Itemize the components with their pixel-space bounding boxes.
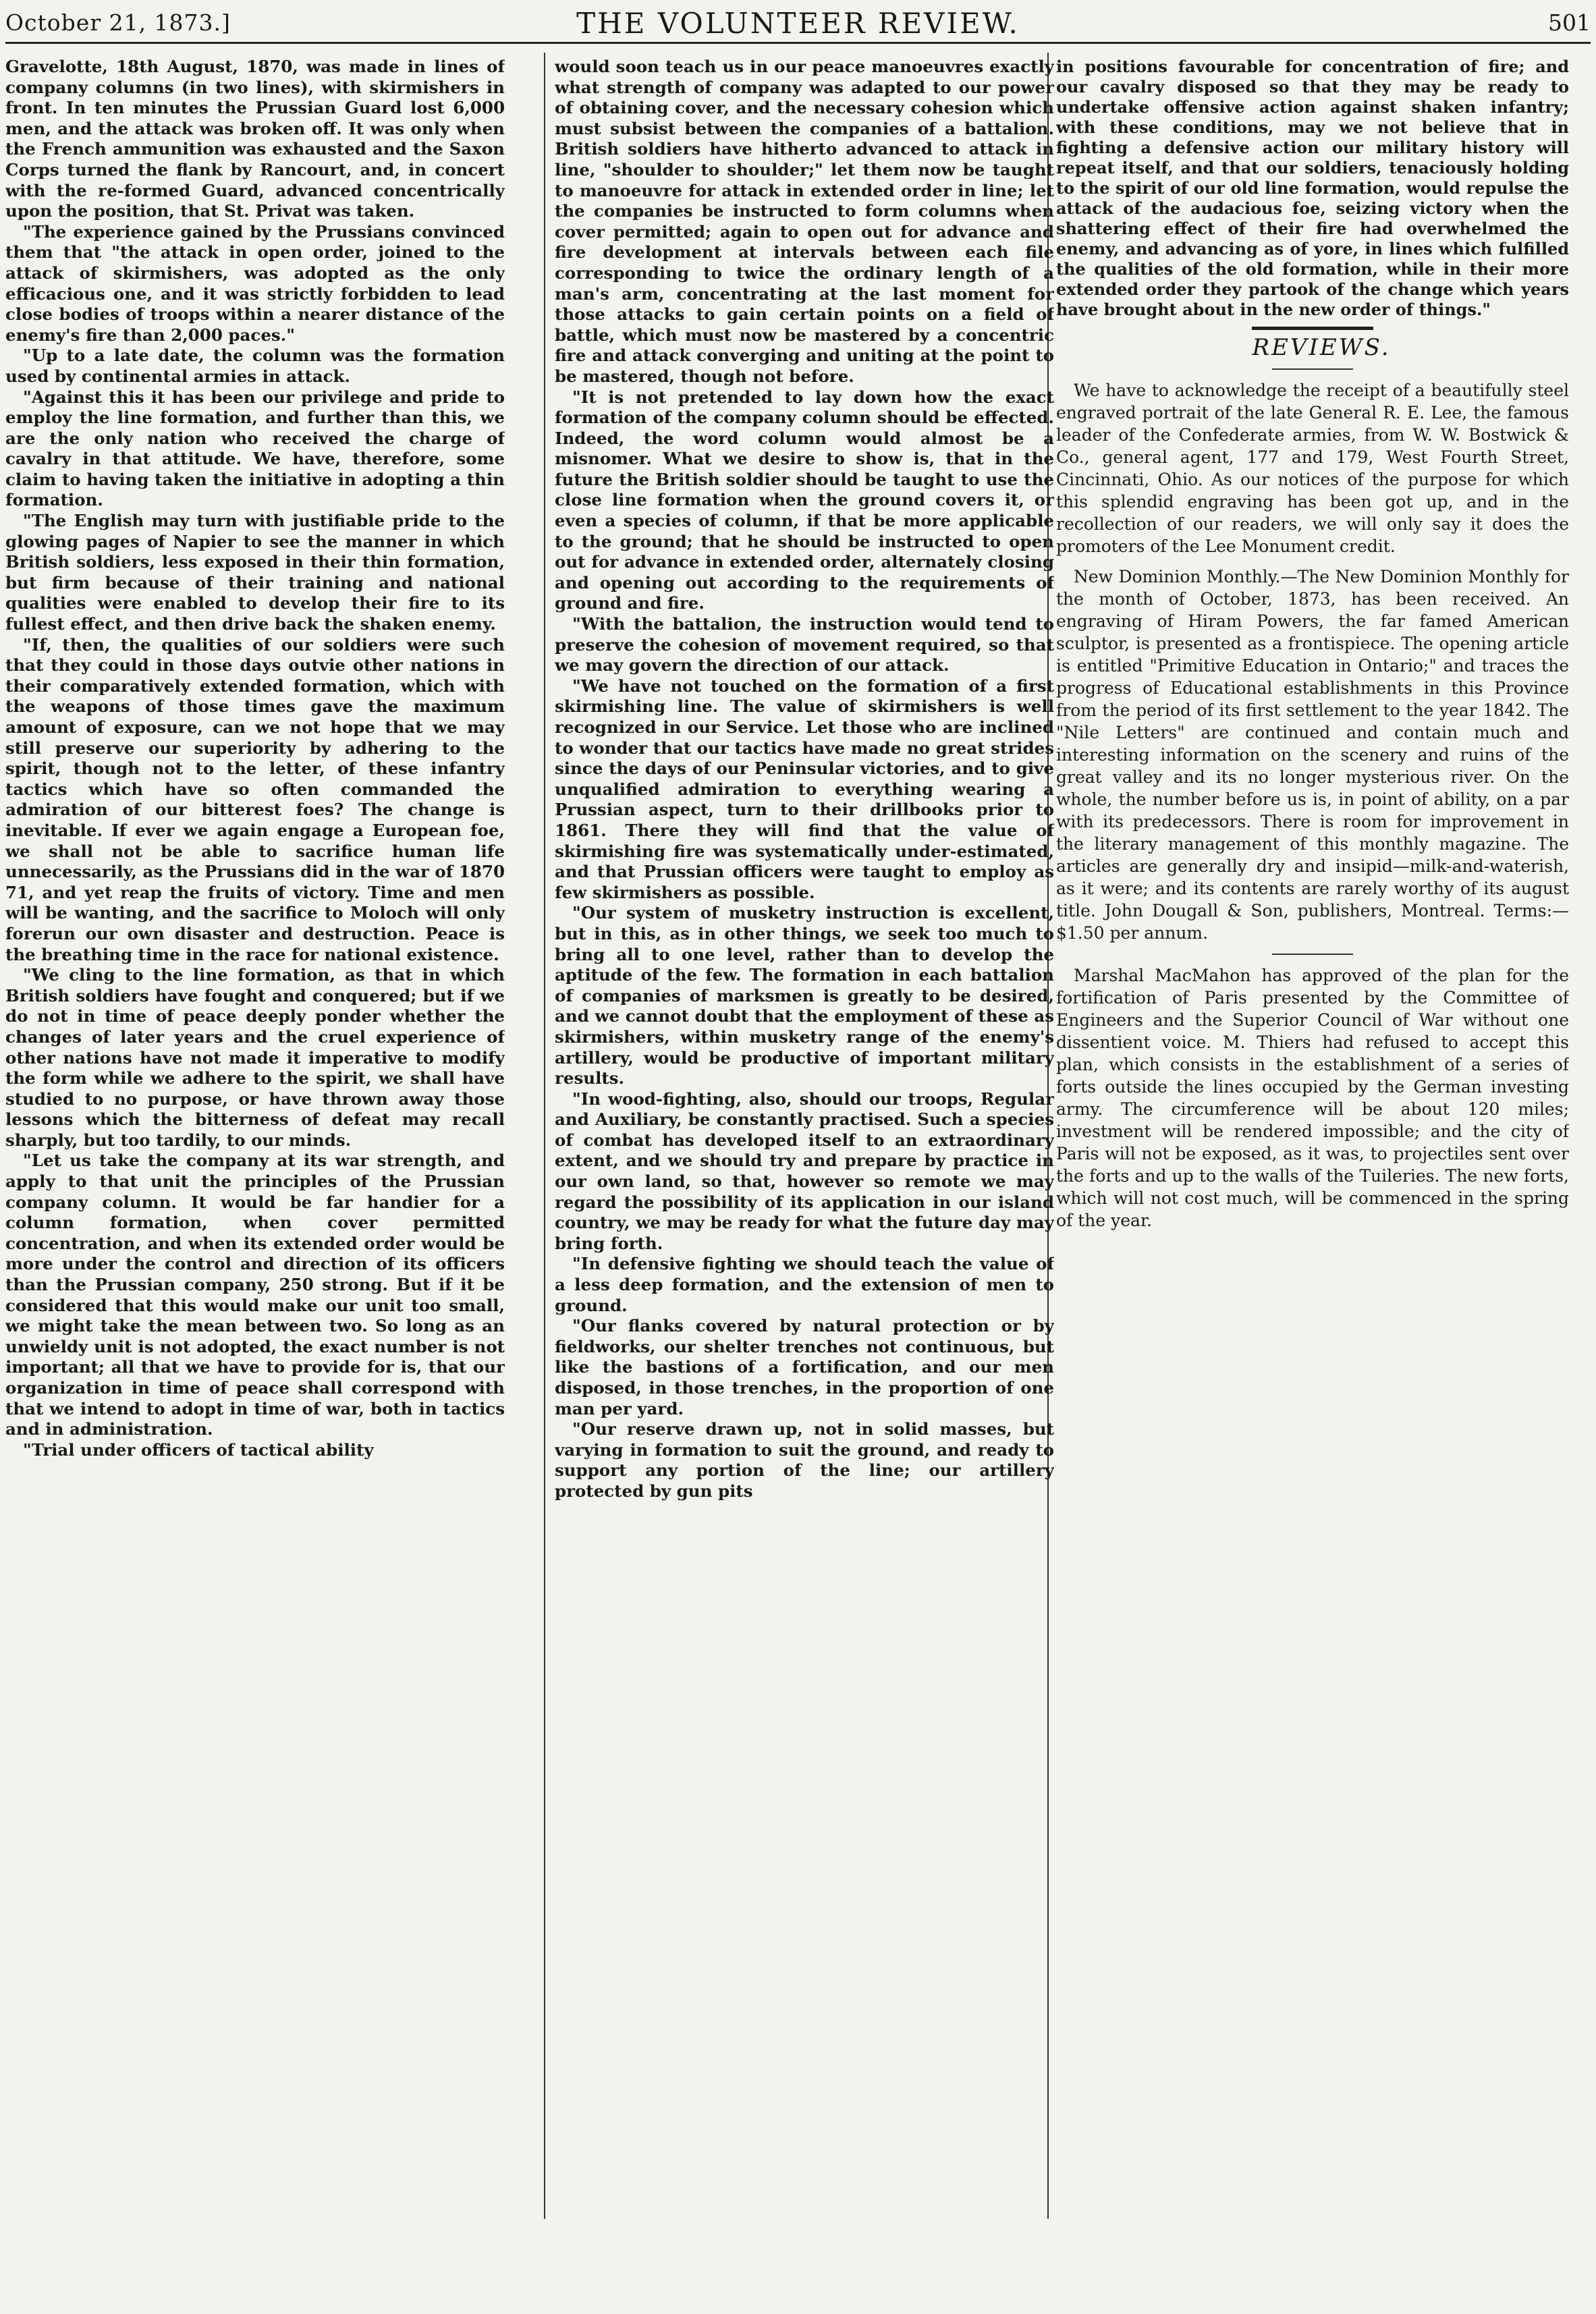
paragraph: "With the battalion, the instruction would tend to preserve the cohesion of movement required, so that we may govern the direction of our attack. <box>555 614 1054 676</box>
paragraph: "The English may turn with justifiable pride to the glowing pages of Napier to see the manner in which British soldiers, less exposed in their thin formation, but firm because of their training and national qualities were enabled to develop their fire to its fullest effect, and then drive back the shaken enemy. <box>5 511 505 634</box>
paragraph: Marshal MacMahon has approved of the plan for the fortification of Paris presented by the Committee of Engineers and the Superior Council of War without one dissentient voice. M. Thiers had refused to accept this plan, which consists in the establishment of a series of forts outside the lines occupied by the German investing army. The circumference will be about 120 miles; investment will be rendered impossible; and the city of Paris will not be exposed, as it was, to projectiles sent over the forts and up to the walls of the Tuileries. The new forts, which will not cost much, will be commenced in the spring of the year. <box>1056 966 1569 1230</box>
column-1 <box>5 57 505 2230</box>
paragraph: "Trial under officers of tactical ability <box>23 1439 374 1460</box>
paragraph: would soon teach us in our peace manoeuvres exactly what strength of company was adapted to our power of obtaining cover, and the necessary cohesion which must subsist between the companies of a battalion. British soldiers have hitherto advanced to attack in line, "shoulder to shoulder;" let them now be taught to manoeuvre for attack in extended order in line; let the companies be instructed to form columns when cover permitted; again to open out for advance and fire development at intervals between each file corresponding to twice the ordinary length of a man's arm, concentrating at the last moment for those attacks to gain certain points on a field of battle, which must now be mastered by a concentric fire and attack converging and uniting at the point to be mastered, though not before. <box>555 57 1054 386</box>
section-heading: REVIEWS. <box>1252 334 1391 361</box>
paragraph: New Dominion Monthly.—The New Dominion Monthly for the month of October, 1873, has been received. An engraving of Hiram Powers, the far famed American sculptor, is presented as a frontispiece. The opening article is entitled "Primitive Education in Ontario;" and traces the progress of Educational establishments in this Province from the period of its first settlement to the year 1842. The "Nile Letters" are continued and contain much and interesting information on the scenery and ruins of the great valley and its no longer mysterious river. On the whole, the number before us is, in point of ability, on a par with its predecessors. There is room for improvement in the literary management of this monthly magazine. The articles are generally dry and insipid—milk-and-waterish, as it were; and its contents are rarely worthy of its august title. John Dougall & Son, publishers, Montreal. Terms:—$1.50 per annum. <box>1056 567 1569 943</box>
issue-date: October 21, 1873.] <box>5 9 231 36</box>
column-2 <box>555 57 1054 2230</box>
paragraph: "It is not pretended to lay down how the exact formation of the company column should be effected. Indeed, the word column would almost be a misnomer. What we desire to show is, that in the future the British soldier should be taught to use the close line formation when the ground covers it, or even a species of column, if that be more applicable to the ground; that he should be instructed to open out for advance in extended order, alternately closing and opening out according to the requirements of ground and fire. <box>555 387 1054 613</box>
paragraph: "Our reserve drawn up, not in solid masses, but varying in formation to suit the ground, and ready to support any portion of the line; our artillery protected by gun pits <box>555 1419 1054 1501</box>
paragraph: "The experience gained by the Prussians convinced them that "the attack in open order, joined to the attack of skirmishers, was adopted as the only efficacious one, and it was strictly forbidden to lead close bodies of troops within a nearer distance of the enemy's fire than 2,000 paces." <box>5 221 505 345</box>
paragraph: "Let us take the company at its war strength, and apply to that unit the principles of the Prussian company column. It would be far handier for a column formation, when cover permitted concentration, and when its extended order would be more under the control and direction of its officers than the Prussian company, 250 strong. But if it be considered that this would make our unit too small, we might take the mean between two. So long as an unwieldy unit is not adopted, the exact number is not important; all that we have to provide for is, that our organization in time of peace shall correspond with that we intend to adopt in time of war, both in tactics and in administration. <box>5 1151 505 1439</box>
section-rule <box>1272 368 1353 370</box>
paragraph: "We have not touched on the formation of a first skirmishing line. The value of skirmishers is well recognized in our Service. Let those who are inclined to wonder that our tactics have made no great strides since the days of our Peninsular victories, and to give unqualified admiration to everything wearing a Prussian aspect, turn to their drillbooks prior to 1861. There they will find that the value of skirmishing fire was systematically under-estimated, and that Prussian officers were taught to employ as few skirmishers as possible. <box>555 676 1054 902</box>
header-rule <box>5 42 1591 44</box>
paragraph: "In wood-fighting, also, should our troops, Regular and Auxiliary, be constantly practised. Such a species of combat has developed itself to an extraordinary extent, and we should try and prepare by practice in our own land, so that, however so remote we may regard the possibility of its application in our island country, we may be ready for what the future day may bring forth. <box>555 1089 1054 1253</box>
column-divider-1 <box>544 53 545 2219</box>
paragraph: We have to acknowledge the receipt of a beautifully steel engraved portrait of the late General R. E. Lee, the famous leader of the Confederate armies, from W. W. Bostwick & Co., general agent, 177 and 179, West Fourth Street, Cincinnati, Ohio. As our notices of the purpose for which this splendid engraving has been got up, and in the recollection of our readers, we will only say it does the promoters of the Lee Monument credit. <box>1056 381 1569 556</box>
paragraph: "In defensive fighting we should teach the value of a less deep formation, and the extension of men to ground. <box>555 1254 1054 1315</box>
paragraph: "Against this it has been our privilege and pride to employ the line formation, and further than this, we are the only nation who received the charge of cavalry in that attitude. We have, therefore, some claim to having taken the initiative in adopting a thin formation. <box>5 387 505 510</box>
section-rule <box>1252 327 1373 330</box>
paragraph: "Our system of musketry instruction is excellent, but in this, as in other things, we seek too much to bring all to one level, rather than to develop the aptitude of the few. The formation in each battalion of companies of marksmen is greatly to be desired, and we cannot doubt that the employment of these as skirmishers, within musketry range of the enemy's artillery, would be productive of important military results. <box>555 903 1054 1089</box>
paragraph: Gravelotte, 18th August, 1870, was made in lines of company columns (in two lines), with skirmishers in front. In ten minutes the Prussian Guard lost 6,000 men, and the attack was broken off. It was only when the French ammunition was exhausted and the Saxon Corps turned the flank by Rancourt, and, in concert with the re-formed Guard, advanced concentrically upon the position, that St. Privat was taken. <box>5 57 505 221</box>
page-header <box>0 0 1596 42</box>
page-number: 501 <box>1548 9 1591 36</box>
section-rule <box>1272 954 1353 955</box>
paragraph: "If, then, the qualities of our soldiers were such that they could in those days outvie other nations in their comparatively extended formation, which with the weapons of those times gave the maximum amount of exposure, can we not hope that we may still preserve our superiority by adhering to the spirit, though not to the letter, of these infantry tactics which have so often commanded the admiration of our bitterest foes? The change is inevitable. If ever we again engage a European foe, we shall not be able to sacrifice human life unnecessarily, as the Prussians did in the war of 1870 71, and yet reap the fruits of victory. Time and men will be wanting, and the sacrifice to Moloch will only forerun our own disaster and destruction. Peace is the breathing time in the race for national existence. <box>5 634 505 964</box>
paragraph: in positions favourable for concentration of fire; and our cavalry disposed so that they may be ready to undertake offensive action against shaken infantry; with these conditions, may we not believe that in fighting a defensive action our military history will repeat itself, and that our soldiers, tenaciously holding to the spirit of our old line formation, would repulse the attack of the audacious foe, seizing victory when the shattering effect of their fire had overwhelmed the enemy, and advancing as of yore, in lines which fulfilled the qualities of the old formation, while in their more extended order they partook of the change which years have brought about in the new order of things." <box>1056 57 1569 319</box>
paragraph: "Our flanks covered by natural protection or by fieldworks, our shelter trenches not continuous, but like the bastions of a fortification, and our men disposed, in those trenches, in the proportion of one man per yard. <box>555 1316 1054 1418</box>
paragraph: "Up to a late date, the column was the formation used by continental armies in attack. <box>5 346 505 386</box>
newspaper-title: THE VOLUNTEER REVIEW. <box>576 7 1020 40</box>
column-3 <box>1056 57 1569 2230</box>
paragraph: "We cling to the line formation, as that in which British soldiers have fought and conquered; but if we do not in time of peace deeply ponder whether the changes of later years and the cruel experience of other nations have not made it imperative to modify the form while we adhere to the spirit, we shall have studied to no purpose, or have thrown away those lessons which the bitterness of defeat may recall sharply, but too tardily, to our minds. <box>5 965 505 1150</box>
